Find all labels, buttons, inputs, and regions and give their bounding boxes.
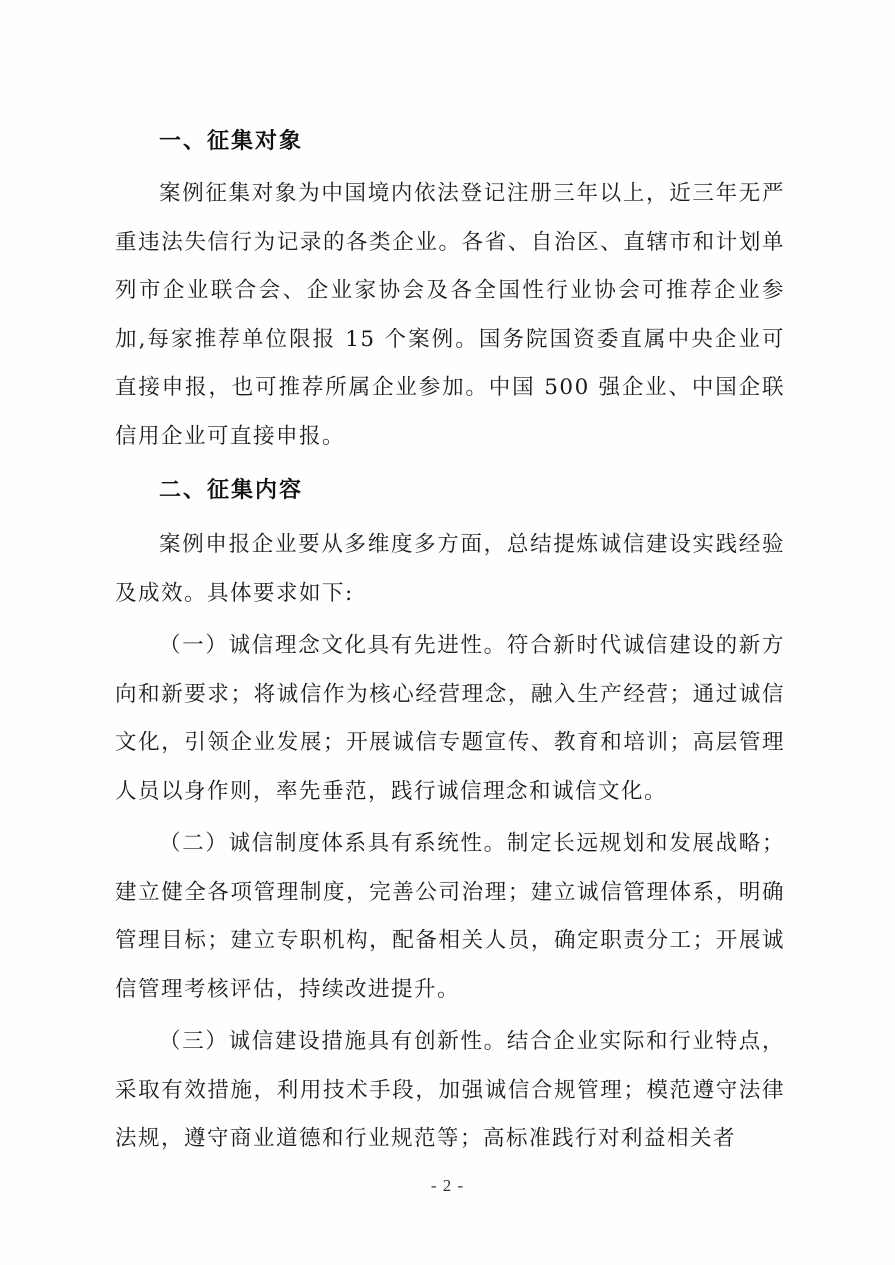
section-heading-2: 二、征集内容 — [159, 478, 304, 503]
paragraph-item-3: （三）诚信建设措施具有创新性。结合企业实际和行业特点，采取有效措施，利用技术手段，加强诚信合规管理；模范遵守法律法规，遵守商业道德和行业规范等；高标准践行对利益相关者 — [115, 1029, 785, 1151]
page-number: - 2 - — [430, 1176, 465, 1195]
paragraph-item-2: （二）诚信制度体系具有系统性。制定长远规划和发展战略；建立健全各项管理制度，完善公司治理；建立诚信管理体系，明确管理目标；建立专职机构，配备相关人员，确定职责分工；开展诚信管理考核评估，持续改进提升。 — [115, 831, 785, 1002]
section-heading-1: 一、征集对象 — [159, 129, 304, 154]
paragraph-collection-target: 案例征集对象为中国境内依法登记注册三年以上，近三年无严重违法失信行为记录的各类企业。各省、自治区、直辖市和计划单列市企业联合会、企业家协会及各全国性行业协会可推荐企业参加,每家推荐单位限报 15 个案例。国务院国资委直属中央企业可直接申报，也可推荐所属企业参加。中国 500 强企业、中国企联信用企业可直接申报。 — [115, 181, 785, 449]
document-body — [115, 120, 785, 1164]
paragraph-item-1: （一）诚信理念文化具有先进性。符合新时代诚信建设的新方向和新要求；将诚信作为核心经营理念，融入生产经营；通过诚信文化，引领企业发展；开展诚信专题宣传、教育和培训；高层管理人员以身作则，率先垂范，践行诚信理念和诚信文化。 — [115, 633, 785, 804]
paragraph-collection-intro: 案例申报企业要从多维度多方面，总结提炼诚信建设实践经验及成效。具体要求如下: — [115, 532, 785, 606]
